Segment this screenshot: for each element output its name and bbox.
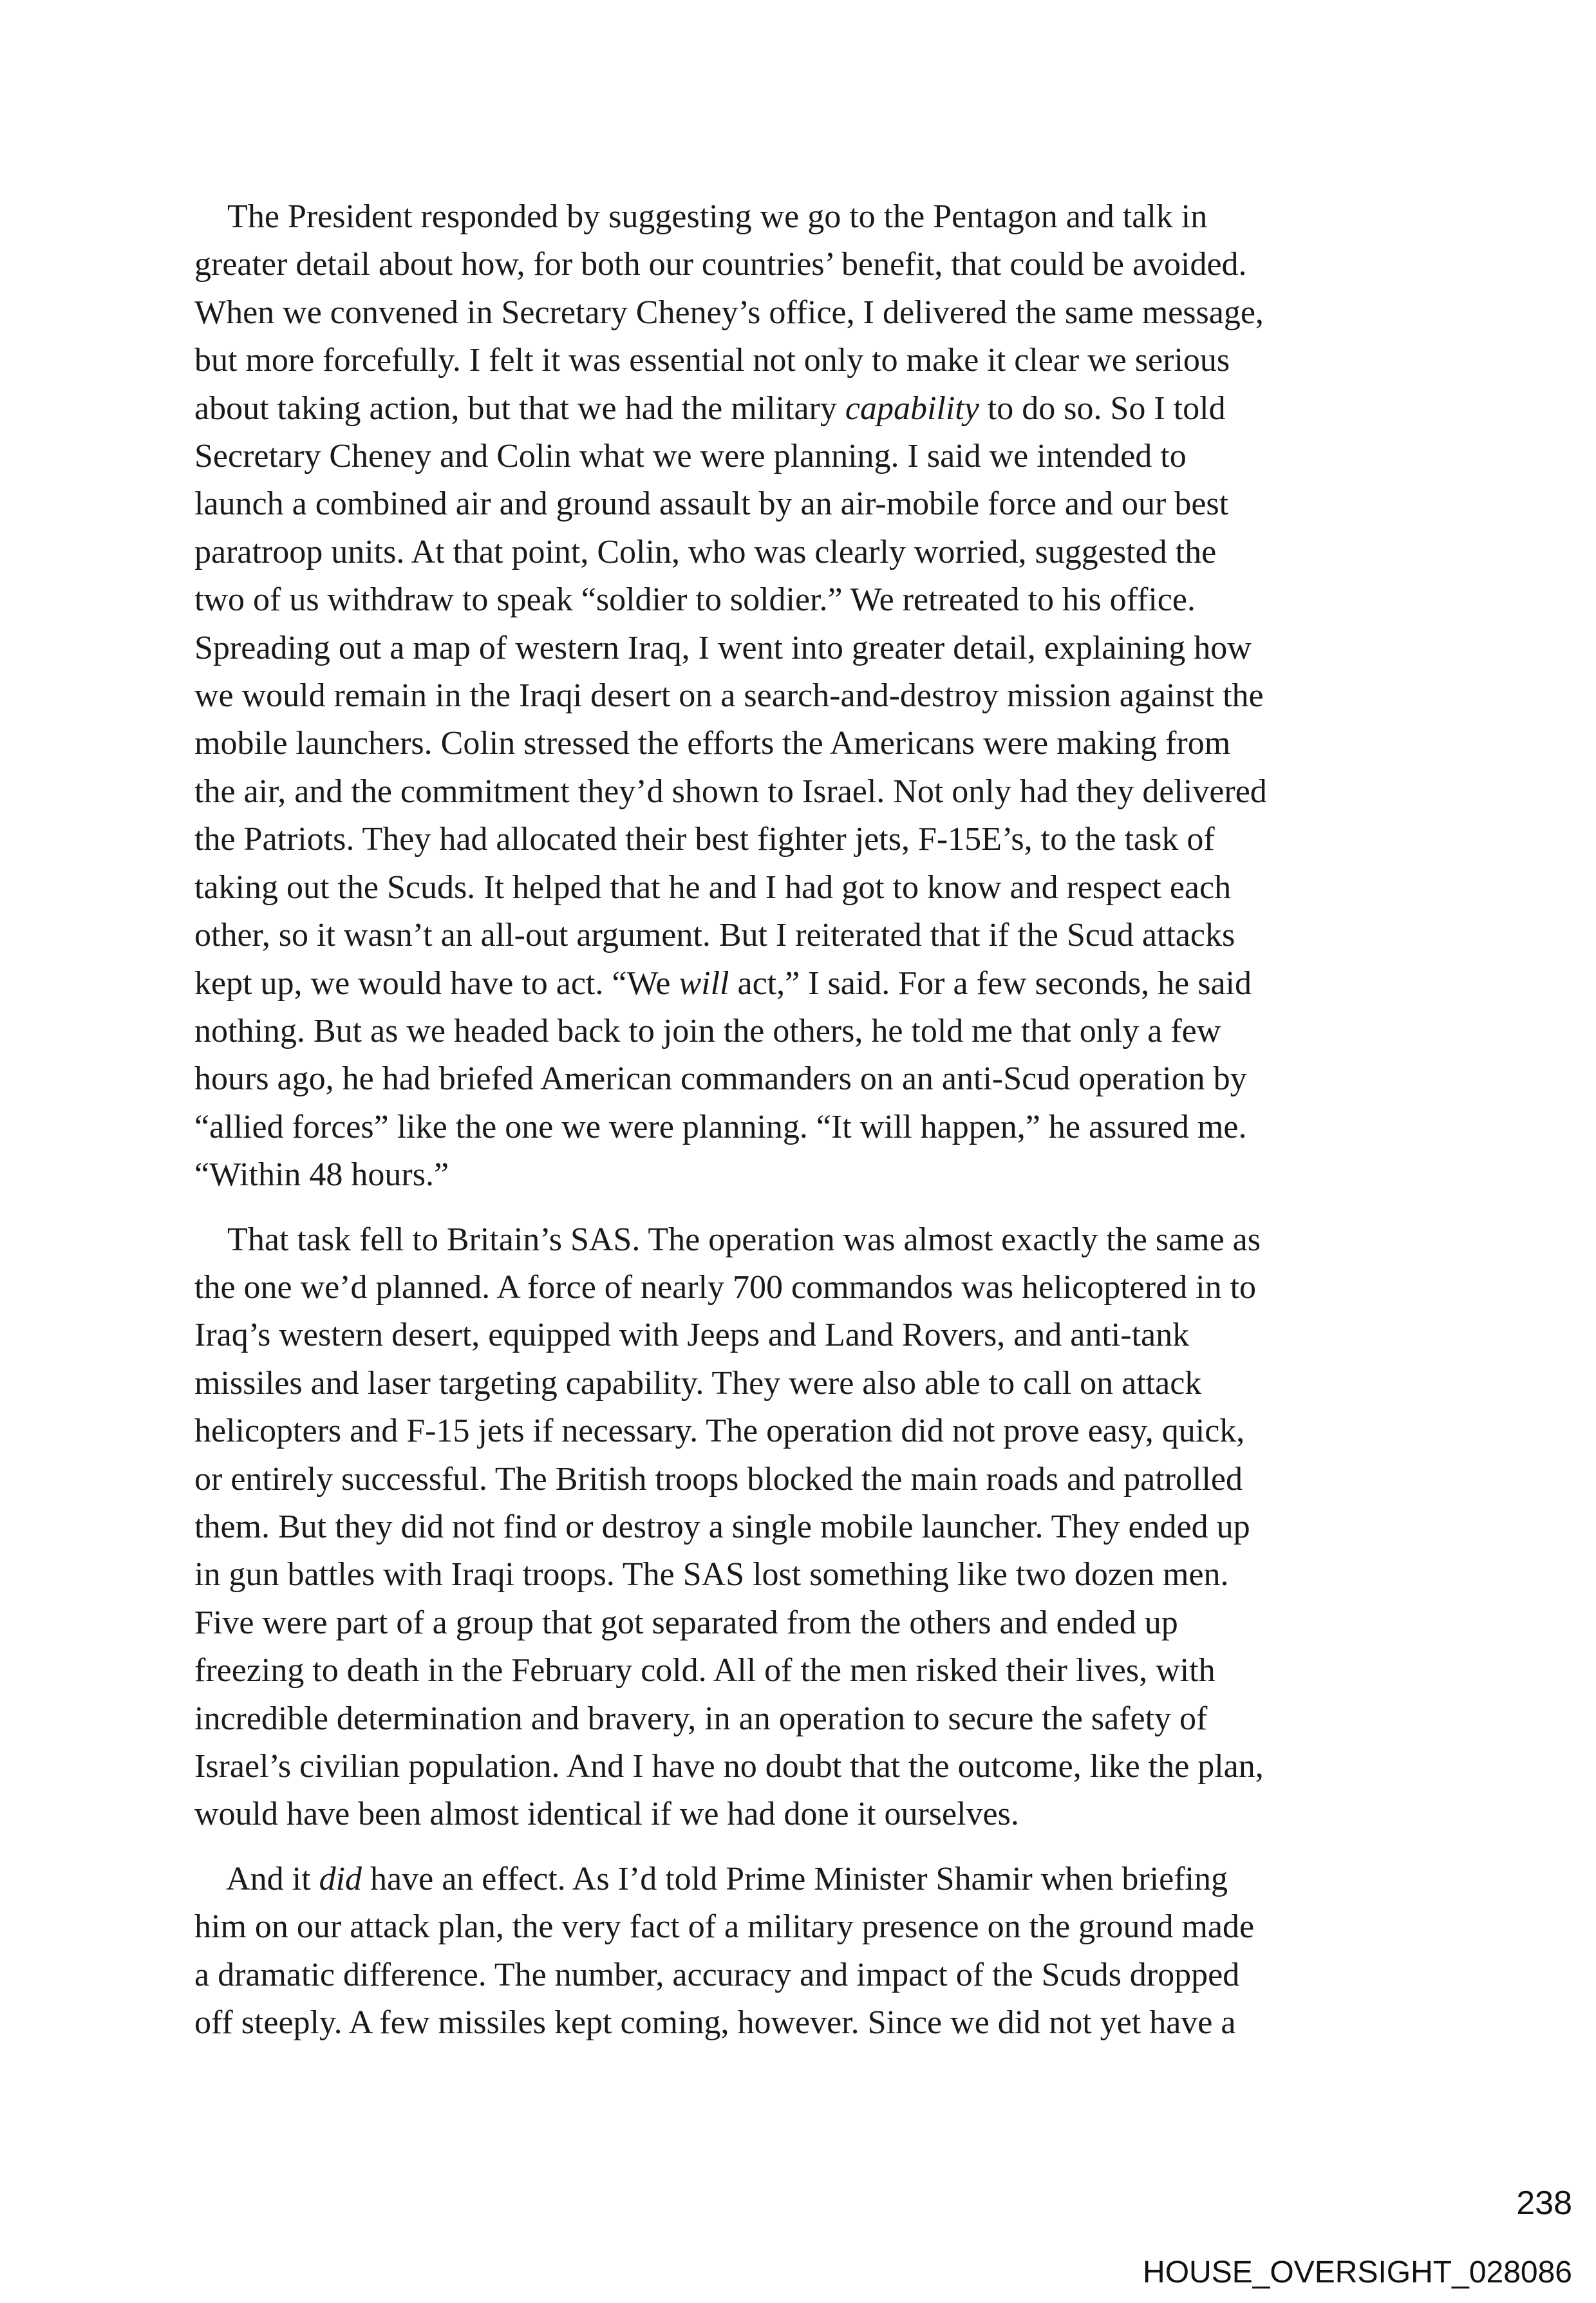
- text-line: [194, 912, 1418, 959]
- page-number: 238: [1516, 2185, 1572, 2222]
- text-run: paratroop units. At that point, Colin, who was clearly worried, suggested the: [194, 533, 1217, 570]
- text-line: [194, 1999, 1418, 2047]
- text-line: [194, 289, 1418, 337]
- text-line: [194, 529, 1418, 576]
- text-run: Spreading out a map of western Iraq, I went into greater detail, explaining how: [194, 629, 1252, 666]
- text-line: [194, 1856, 1418, 1903]
- text-line: [194, 1599, 1418, 1647]
- text-run: missiles and laser targeting capability. They were also able to call on attack: [194, 1364, 1202, 1402]
- text-run: When we convened in Secretary Cheney’s office, I delivered the same message,: [194, 294, 1264, 331]
- text-line: [194, 385, 1418, 433]
- text-line: [194, 1743, 1418, 1791]
- text-run: nothing. But as we headed back to join the others, he told me that only a few: [194, 1012, 1221, 1049]
- text-line: [194, 625, 1418, 672]
- text-run: That task fell to Britain’s SAS. The operation was almost exactly the same as: [194, 1221, 1261, 1258]
- text-line: [194, 816, 1418, 863]
- text-run: off steeply. A few missiles kept coming, however. Since we did not yet have a: [194, 2004, 1236, 2042]
- text-run: The President responded by suggesting we go to the Pentagon and talk in: [194, 198, 1208, 235]
- text-line: [194, 241, 1418, 288]
- text-run: freezing to death in the February cold. All of the men risked their lives, with: [194, 1652, 1216, 1689]
- text-line: [194, 1951, 1418, 1999]
- text-line: [194, 1551, 1418, 1599]
- text-line: [194, 1360, 1418, 1407]
- text-line: [194, 433, 1418, 480]
- text-run: Israel’s civilian population. And I have no doubt that the outcome, like the plan,: [194, 1748, 1264, 1785]
- text-line: [194, 576, 1418, 624]
- text-run: Iraq’s western desert, equipped with Jeeps and Land Rovers, and anti-tank: [194, 1317, 1190, 1354]
- text-run: “allied forces” like the one we were planning. “It will happen,” he assured me.: [194, 1108, 1247, 1145]
- text-run: incredible determination and bravery, in an operation to secure the safety of: [194, 1700, 1208, 1737]
- text-line: [194, 1008, 1418, 1055]
- text-run: them. But they did not find or destroy a single mobile launcher. They ended up: [194, 1508, 1250, 1545]
- text-run: act,” I said. For a few seconds, he said: [729, 964, 1252, 1002]
- text-line: [194, 1311, 1418, 1359]
- text-run: would have been almost identical if we had done it ourselves.: [194, 1796, 1019, 1833]
- body-text: [194, 193, 1418, 2063]
- text-line: [194, 1264, 1418, 1311]
- text-run: in gun battles with Iraqi troops. The SAS lost something like two dozen men.: [194, 1556, 1229, 1593]
- text-run: him on our attack plan, the very fact of a military presence on the ground made: [194, 1908, 1255, 1946]
- text-line: [194, 720, 1418, 767]
- text-line: [194, 1456, 1418, 1503]
- text-line: [194, 1695, 1418, 1743]
- text-run: the one we’d planned. A force of nearly 700 commandos was helicoptered in to: [194, 1268, 1257, 1306]
- text-run: And it: [194, 1860, 319, 1897]
- text-line: [194, 1647, 1418, 1695]
- text-run: or entirely successful. The British troops blocked the main roads and patrolled: [194, 1460, 1243, 1498]
- text-line: [194, 1903, 1418, 1951]
- text-run: but more forcefully. I felt it was essential not only to make it clear we serious: [194, 342, 1230, 379]
- text-line: [194, 768, 1418, 816]
- text-run: about taking action, but that we had the military: [194, 390, 845, 427]
- paragraph: [194, 1856, 1418, 2047]
- text-line: [194, 1791, 1418, 1838]
- text-line: [194, 337, 1418, 384]
- text-run: the air, and the commitment they’d shown to Israel. Not only had they delivered: [194, 773, 1267, 810]
- text-run: mobile launchers. Colin stressed the efforts the Americans were making from: [194, 725, 1231, 762]
- text-run: taking out the Scuds. It helped that he and I had got to know and respect each: [194, 869, 1232, 906]
- text-line: [194, 193, 1418, 241]
- text-run: greater detail about how, for both our countries’ benefit, that could be avoided.: [194, 246, 1247, 283]
- text-run: launch a combined air and ground assault by an air-mobile force and our best: [194, 485, 1229, 523]
- footer-document-id: HOUSE_OVERSIGHT_028086: [1143, 2255, 1572, 2289]
- text-line: [194, 1151, 1418, 1199]
- text-run: the Patriots. They had allocated their best fighter jets, F-15E’s, to the task of: [194, 821, 1215, 858]
- text-line: [194, 1216, 1418, 1264]
- italic-text: did: [319, 1860, 362, 1897]
- text-line: [194, 480, 1418, 528]
- paragraph: [194, 193, 1418, 1199]
- text-line: [194, 672, 1418, 720]
- text-line: [194, 1407, 1418, 1455]
- text-line: [194, 864, 1418, 912]
- text-run: hours ago, he had briefed American commanders on an anti-Scud operation by: [194, 1060, 1247, 1098]
- text-run: Five were part of a group that got separated from the others and ended up: [194, 1604, 1178, 1641]
- text-line: [194, 1055, 1418, 1103]
- text-line: [194, 1503, 1418, 1551]
- text-run: have an effect. As I’d told Prime Minister Shamir when briefing: [362, 1860, 1228, 1897]
- text-run: helicopters and F-15 jets if necessary. The operation did not prove easy, quick,: [194, 1413, 1245, 1450]
- text-run: “Within 48 hours.”: [194, 1156, 449, 1194]
- text-line: [194, 1104, 1418, 1151]
- italic-text: capability: [845, 390, 979, 427]
- text-line: [194, 960, 1418, 1008]
- text-run: kept up, we would have to act. “We: [194, 964, 679, 1002]
- text-run: we would remain in the Iraqi desert on a search-and-destroy mission against the: [194, 677, 1264, 715]
- paragraph: [194, 1216, 1418, 1839]
- text-run: two of us withdraw to speak “soldier to soldier.” We retreated to his office.: [194, 581, 1196, 619]
- text-run: Secretary Cheney and Colin what we were planning. I said we intended to: [194, 438, 1187, 475]
- text-run: other, so it wasn’t an all-out argument. But I reiterated that if the Scud attacks: [194, 917, 1235, 954]
- italic-text: will: [679, 964, 729, 1002]
- text-run: a dramatic difference. The number, accuracy and impact of the Scuds dropped: [194, 1956, 1240, 1993]
- text-run: to do so. So I told: [979, 390, 1226, 427]
